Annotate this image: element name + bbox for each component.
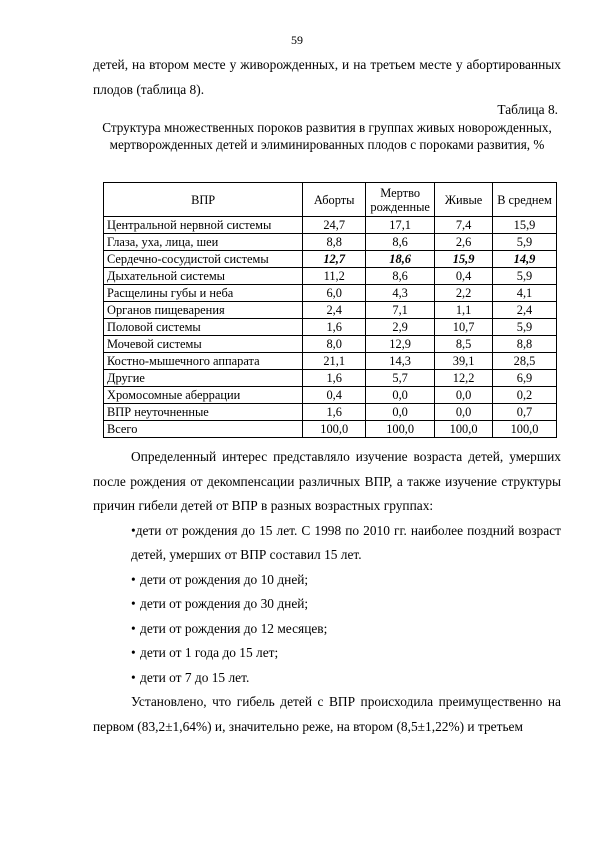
cell-value: 11,2	[303, 268, 366, 285]
bullet-item	[93, 617, 561, 642]
cell-value: 2,6	[435, 234, 493, 251]
table-row	[104, 268, 557, 285]
row-label: ВПР неуточненные	[104, 404, 303, 421]
cell-value: 2,4	[303, 302, 366, 319]
table-row-highlighted	[104, 251, 557, 268]
cell-value: 2,4	[493, 302, 557, 319]
table-row	[104, 234, 557, 251]
bullet-icon: •	[131, 596, 136, 611]
cell-value: 24,7	[303, 217, 366, 234]
cell-value: 39,1	[435, 353, 493, 370]
header-stillborn: Мертво рожденные	[366, 183, 435, 217]
table-row-total	[104, 421, 557, 438]
cell-value: 0,0	[435, 387, 493, 404]
row-label: Органов пищеварения	[104, 302, 303, 319]
intro-paragraph: детей, на втором месте у живорожденных, и на третьем месте у абортированных плодов (таблица 8).	[93, 57, 561, 97]
row-label: Глаза, уха, лица, шеи	[104, 234, 303, 251]
cell-value: 4,3	[366, 285, 435, 302]
cell-value: 2,9	[366, 319, 435, 336]
header-liveborn: Живые	[435, 183, 493, 217]
cell-value: 15,9	[435, 251, 493, 268]
cell-value: 10,7	[435, 319, 493, 336]
cell-value: 6,0	[303, 285, 366, 302]
row-label: Расщелины губы и неба	[104, 285, 303, 302]
bullet-icon: •	[131, 620, 136, 636]
row-label: Костно-мышечного аппарата	[104, 353, 303, 370]
bullet-icon: •	[131, 645, 136, 660]
header-abortions: Аборты	[303, 183, 366, 217]
cell-value: 15,9	[493, 217, 557, 234]
bullet-icon: •	[131, 669, 136, 685]
cell-value: 17,1	[366, 217, 435, 234]
table-caption: Структура множественных пороков развития в группах живых новорожденных, мертворожденных детей и элиминированных плодов с пороками развития, %	[102, 120, 552, 152]
cell-value: 14,3	[366, 353, 435, 370]
row-label: Другие	[104, 370, 303, 387]
cell-value: 0,0	[366, 387, 435, 404]
cell-value: 7,1	[366, 302, 435, 319]
cell-value: 100,0	[435, 421, 493, 438]
bullet-text: дети от 7 до 15 лет.	[140, 669, 250, 685]
cell-value: 5,9	[493, 234, 557, 251]
cell-value: 12,9	[366, 336, 435, 353]
cell-value: 1,6	[303, 404, 366, 421]
table-row	[104, 336, 557, 353]
header-average: В среднем	[493, 183, 557, 217]
cell-value: 100,0	[303, 421, 366, 438]
table-row	[104, 285, 557, 302]
cell-value: 7,4	[435, 217, 493, 234]
bullet-item	[93, 641, 561, 666]
cell-value: 0,2	[493, 387, 557, 404]
body-text	[93, 445, 561, 739]
bullet-item	[93, 568, 561, 593]
cell-value: 14,9	[493, 251, 557, 268]
cell-value: 8,8	[493, 336, 557, 353]
bullet-item	[93, 519, 561, 568]
bullet-text: дети от рождения до 10 дней;	[140, 571, 309, 587]
cell-value: 8,8	[303, 234, 366, 251]
table-row	[104, 217, 557, 234]
bullet-text: дети от рождения до 30 дней;	[140, 596, 309, 611]
table-row	[104, 302, 557, 319]
cell-value: 8,6	[366, 234, 435, 251]
bullet-icon: •	[131, 571, 136, 587]
cell-value: 8,0	[303, 336, 366, 353]
row-label: Мочевой системы	[104, 336, 303, 353]
table-row	[104, 370, 557, 387]
cell-value: 28,5	[493, 353, 557, 370]
row-label: Сердечно-сосудистой системы	[104, 251, 303, 268]
cell-value: 8,5	[435, 336, 493, 353]
cell-value: 4,1	[493, 285, 557, 302]
cell-value: 100,0	[493, 421, 557, 438]
paragraph-age-study: Определенный интерес представляло изучение возраста детей, умерших после рождения от декомпенсации различных ВПР, а также изучение структуры причин гибели детей от ВПР в разных возрастных группах:	[93, 449, 561, 513]
cell-value: 1,1	[435, 302, 493, 319]
header-vpr: ВПР	[104, 183, 303, 217]
table-row	[104, 404, 557, 421]
row-label: Центральной нервной системы	[104, 217, 303, 234]
row-label: Всего	[104, 421, 303, 438]
bullet-text: дети от рождения до 12 месяцев;	[140, 620, 328, 636]
cell-value: 5,7	[366, 370, 435, 387]
cell-value: 5,9	[493, 319, 557, 336]
cell-value: 8,6	[366, 268, 435, 285]
table-header-row	[104, 183, 557, 217]
bullet-text: дети от 1 года до 15 лет;	[140, 645, 279, 660]
page-number: 59	[291, 33, 303, 47]
row-label: Половой системы	[104, 319, 303, 336]
cell-value: 1,6	[303, 370, 366, 387]
table-row	[104, 319, 557, 336]
bullet-icon: •	[131, 522, 136, 538]
cell-value: 21,1	[303, 353, 366, 370]
table-label: Таблица 8.	[497, 102, 558, 117]
paragraph-findings: Установлено, что гибель детей с ВПР происходила преимущественно на первом (83,2±1,64%) и, значительно реже, на втором (8,5±1,22%) и третьем	[93, 694, 561, 734]
cell-value: 12,7	[303, 251, 366, 268]
cell-value: 6,9	[493, 370, 557, 387]
cell-value: 12,2	[435, 370, 493, 387]
defects-table	[103, 182, 557, 438]
cell-value: 5,9	[493, 268, 557, 285]
row-label: Дыхательной системы	[104, 268, 303, 285]
cell-value: 1,6	[303, 319, 366, 336]
bullet-item	[93, 592, 561, 617]
bullet-item	[93, 666, 561, 691]
bullet-text: дети от рождения до 15 лет. С 1998 по 2010 гг. наиболее поздний возраст детей, умерших от ВПР составил 15 лет.	[131, 522, 561, 562]
cell-value: 2,2	[435, 285, 493, 302]
cell-value: 0,0	[366, 404, 435, 421]
cell-value: 0,0	[435, 404, 493, 421]
cell-value: 0,4	[435, 268, 493, 285]
table-row	[104, 387, 557, 404]
cell-value: 0,7	[493, 404, 557, 421]
cell-value: 18,6	[366, 251, 435, 268]
cell-value: 100,0	[366, 421, 435, 438]
cell-value: 0,4	[303, 387, 366, 404]
row-label: Хромосомные аберрации	[104, 387, 303, 404]
table-row	[104, 353, 557, 370]
